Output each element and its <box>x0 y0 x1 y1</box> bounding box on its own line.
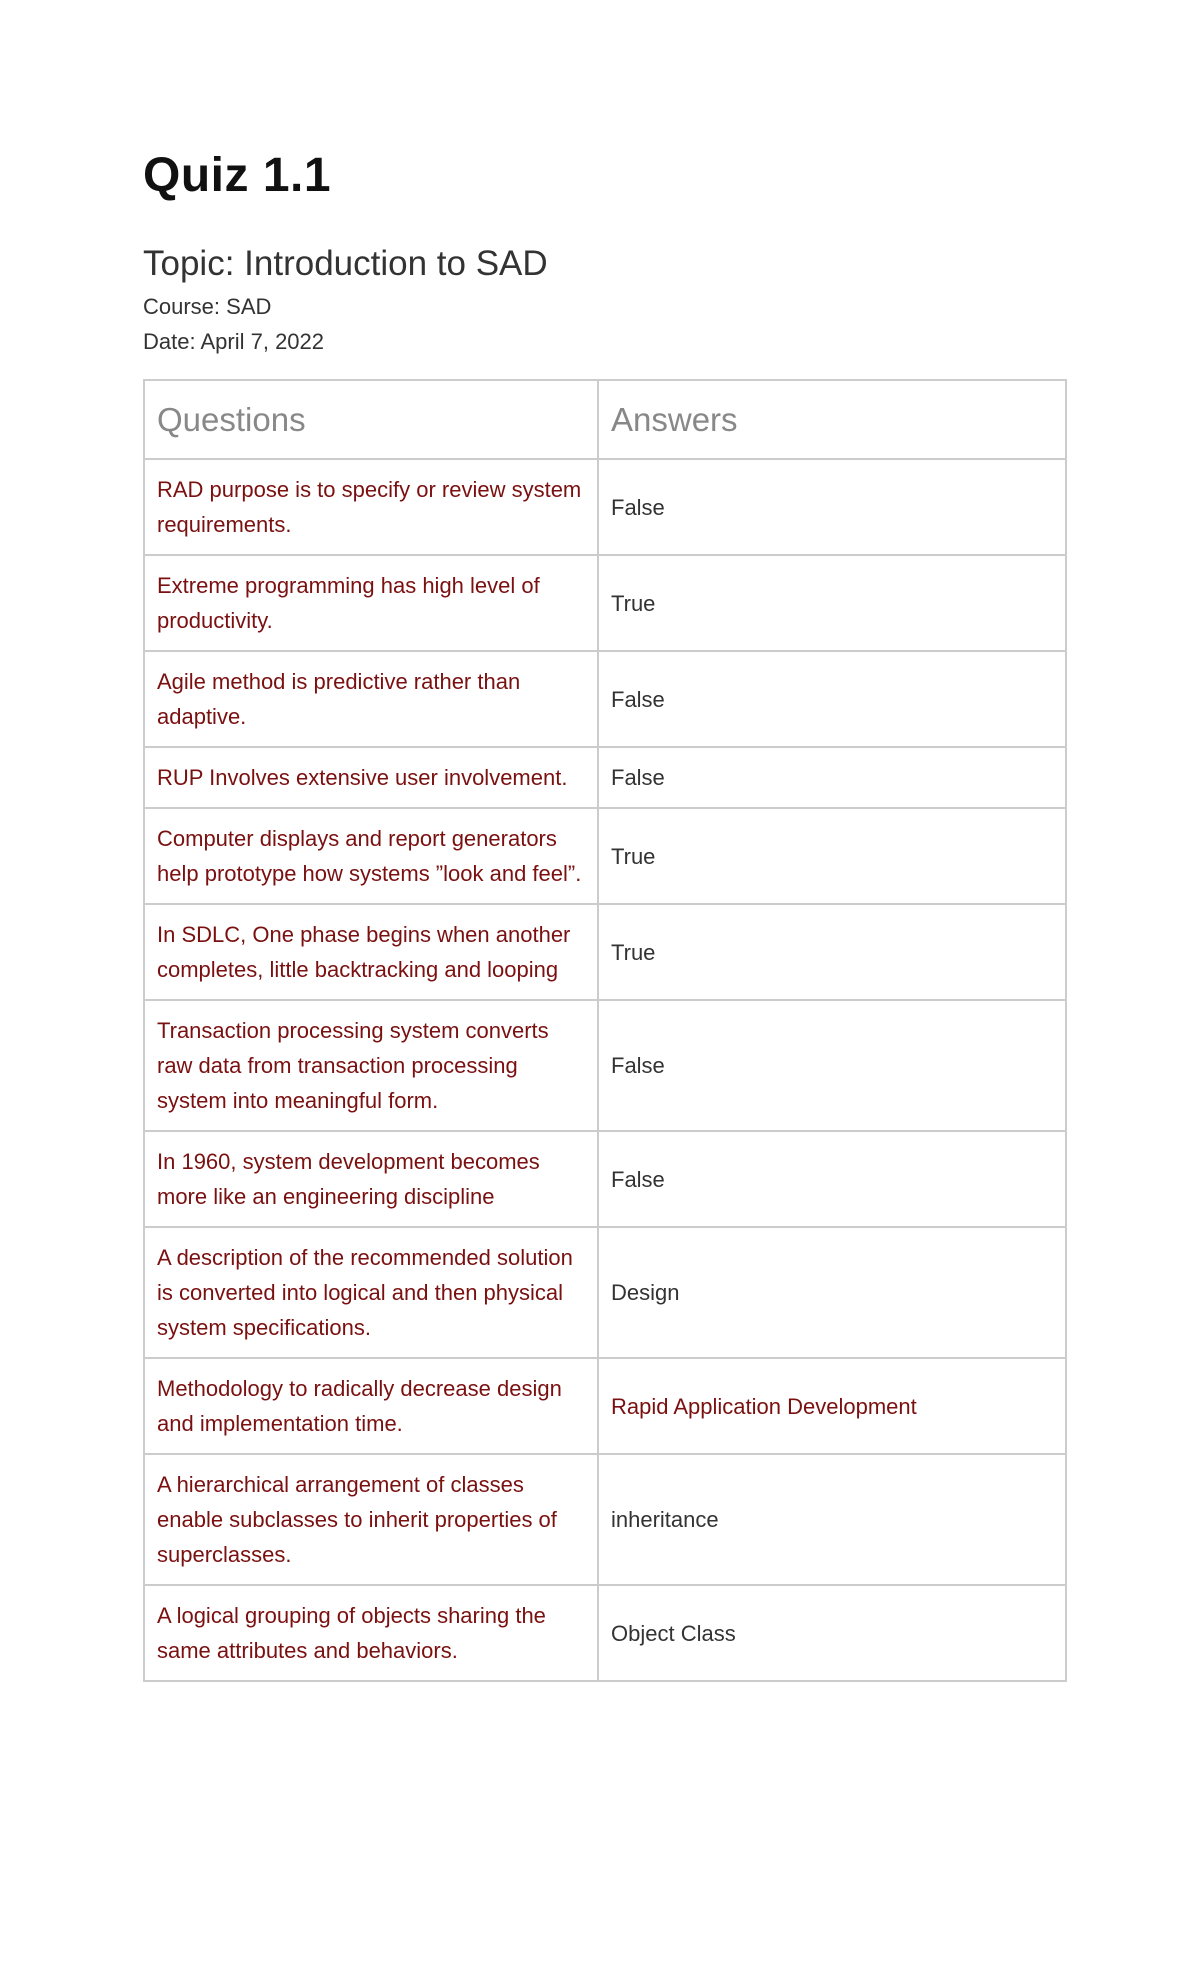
table-row <box>144 1585 1066 1681</box>
answer-cell: True <box>598 555 1066 651</box>
question-cell: A logical grouping of objects sharing the same attributes and behaviors. <box>144 1585 598 1681</box>
answer-cell: False <box>598 1131 1066 1227</box>
answer-cell: False <box>598 747 1066 808</box>
answer-cell: Rapid Application Development <box>598 1358 1066 1454</box>
table-row <box>144 459 1066 555</box>
course-label: Course: SAD <box>143 294 272 319</box>
topic-heading: Topic: Introduction to SAD <box>143 244 548 283</box>
question-cell: Extreme programming has high level of productivity. <box>144 555 598 651</box>
question-cell: RAD purpose is to specify or review system requirements. <box>144 459 598 555</box>
question-cell: Transaction processing system converts raw data from transaction processing system into meaningful form. <box>144 1000 598 1131</box>
answers-column-header: Answers <box>598 380 1066 459</box>
answer-cell: True <box>598 808 1066 904</box>
page-title: Quiz 1.1 <box>143 149 332 202</box>
table-row <box>144 1358 1066 1454</box>
question-cell: A hierarchical arrangement of classes enable subclasses to inherit properties of superclasses. <box>144 1454 598 1585</box>
question-cell: A description of the recommended solution is converted into logical and then physical system specifications. <box>144 1227 598 1358</box>
answer-cell: Object Class <box>598 1585 1066 1681</box>
table-row <box>144 904 1066 1000</box>
table-row <box>144 651 1066 747</box>
table-row <box>144 1227 1066 1358</box>
table-header-row <box>144 380 1066 459</box>
table-row <box>144 1454 1066 1585</box>
answer-cell: False <box>598 651 1066 747</box>
question-cell: Methodology to radically decrease design and implementation time. <box>144 1358 598 1454</box>
table-row <box>144 1000 1066 1131</box>
questions-column-header: Questions <box>144 380 598 459</box>
table-row <box>144 747 1066 808</box>
question-cell: Computer displays and report generators help prototype how systems ”look and feel”. <box>144 808 598 904</box>
date-label: Date: April 7, 2022 <box>143 329 325 354</box>
answer-cell: False <box>598 1000 1066 1131</box>
question-cell: In SDLC, One phase begins when another completes, little backtracking and looping <box>144 904 598 1000</box>
question-cell: In 1960, system development becomes more like an engineering discipline <box>144 1131 598 1227</box>
answer-cell: inheritance <box>598 1454 1066 1585</box>
table-row <box>144 808 1066 904</box>
table-row <box>144 1131 1066 1227</box>
question-cell: RUP Involves extensive user involvement. <box>144 747 598 808</box>
table-row <box>144 555 1066 651</box>
question-cell: Agile method is predictive rather than adaptive. <box>144 651 598 747</box>
quiz-table <box>143 379 1067 1682</box>
answer-cell: False <box>598 459 1066 555</box>
answer-cell: Design <box>598 1227 1066 1358</box>
answer-cell: True <box>598 904 1066 1000</box>
